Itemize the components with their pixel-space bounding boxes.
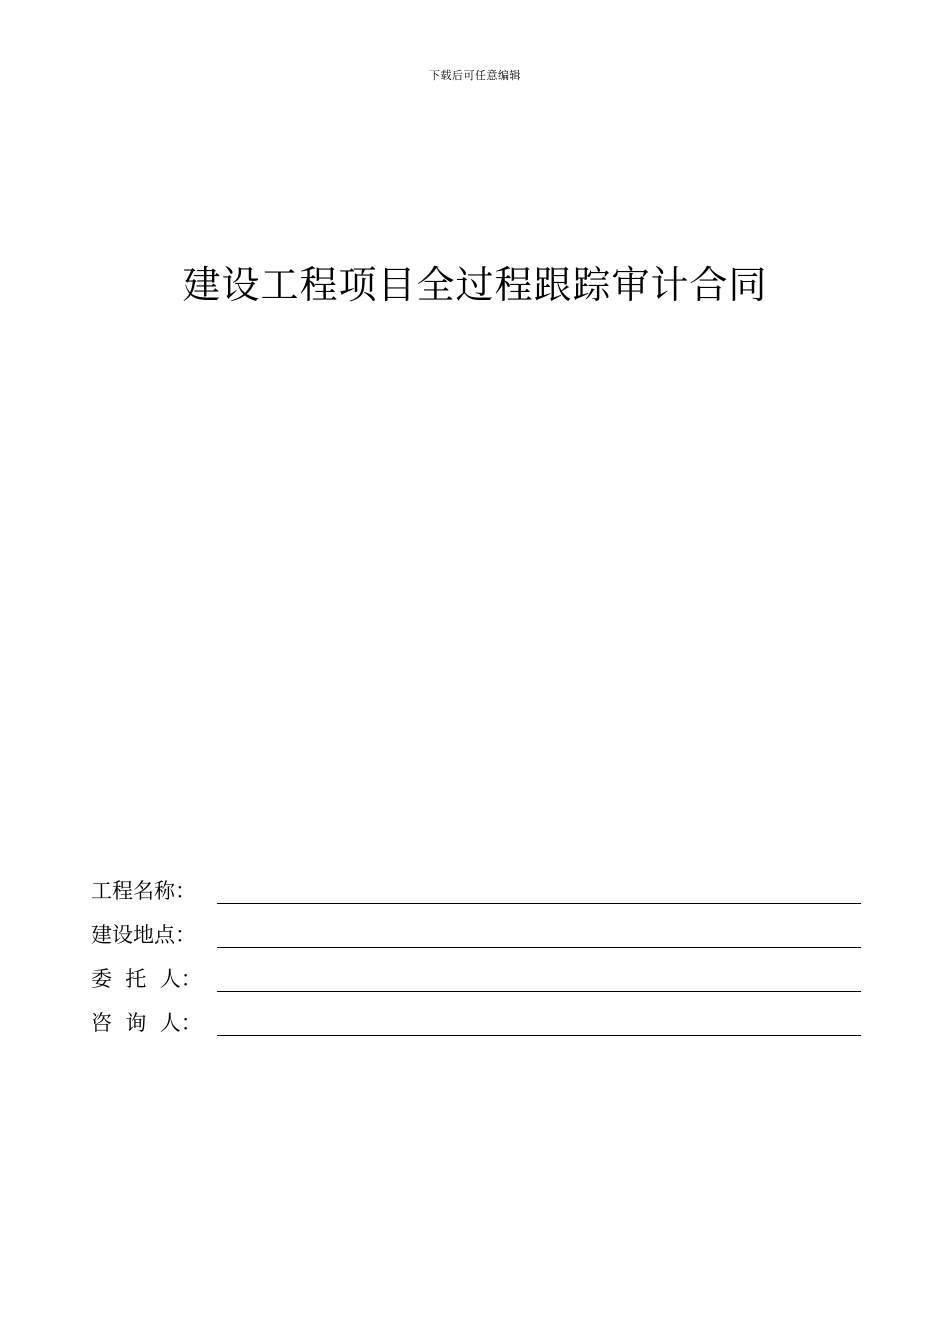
construction-location-row [91,906,861,950]
cover-fields [91,862,861,1038]
header-note: 下载后可任意编辑 [429,69,521,82]
consultant-label: 咨 询 人： [91,1011,202,1035]
client-label: 委 托 人： [91,967,202,991]
construction-location-label: 建设地点： [91,923,196,947]
consultant-field[interactable] [217,1009,861,1036]
project-name-label: 工程名称： [91,879,196,903]
construction-location-field[interactable] [217,921,861,948]
consultant-row [91,994,861,1038]
client-field[interactable] [217,965,861,992]
document-title: 建设工程项目全过程跟踪审计合同 [182,263,768,307]
project-name-field[interactable] [217,877,861,904]
project-name-row [91,862,861,906]
client-row [91,950,861,994]
